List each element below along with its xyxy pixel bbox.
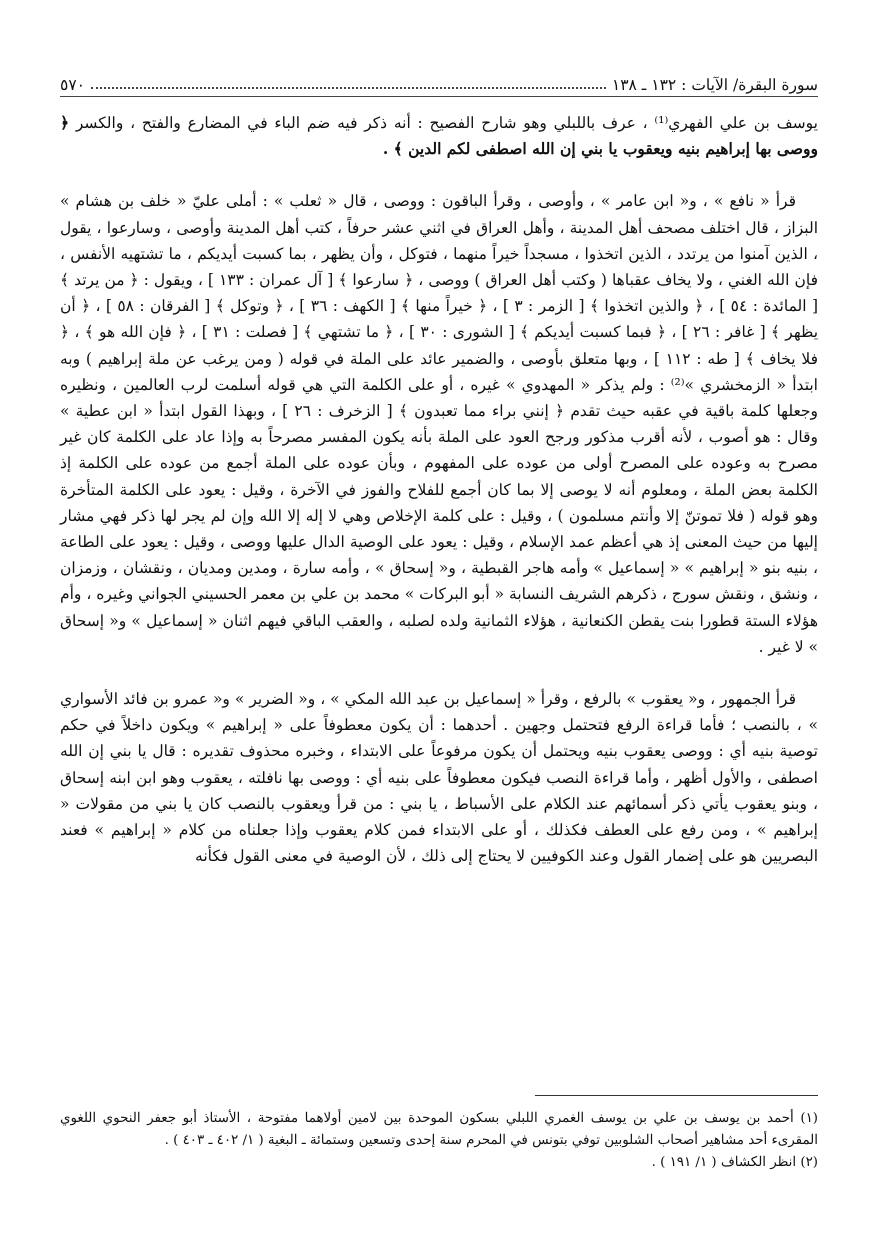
- running-title: سورة البقرة/ الآيات : ١٣٢ ـ ١٣٨: [611, 76, 818, 94]
- footnote-1: (١) أحمد بن يوسف بن علي بن يوسف الغمري اللبلي بسكون الموحدة بين لامين أولاهما مفتوحة ، الأستاذ أبو جعفر النحوي اللغوي المقرىء أحد مشاهير أصحاب الشلوبين توفي بتونس في المحرم سنة إحدى وتسعين وستمائة ـ البغية ( ١/ ٤٠٢ ـ ٤٠٣ ) .: [60, 1111, 818, 1148]
- page-header: [60, 68, 818, 97]
- commentary-paragraph-2: قرأ الجمهور ، و« يعقوب » بالرفع ، وقرأ « إسماعيل بن عبد الله المكي » ، و« الضرير » و« عمرو بن فائد الأسواري » ، بالنصب ؛ فأما قراءة الرفع فتحتمل وجهين . أحدهما : أن يكون معطوفاً على « إبراهيم » ويكون داخلاً في حكم توصية بنيه أي : ووصى يعقوب بنيه ويحتمل أن يكون مرفوعاً على الابتداء ، وخبره محذوف تقديره : قال يا بني إن الله اصطفى ، والأول أظهر ، وأما قراءة النصب فيكون معطوفاً على بنيه أي : ووصى بها نافلته ، يعقوب وهو ابن ابنه إسحاق ، وبنو يعقوب يأتي ذكر أسمائهم عند الكلام على الأسباط ، يا بني : من قرأ ويعقوب بالنصب كان يا بني من مقولات « إبراهيم » ، ومن رفع على العطف فكذلك ، أو على الابتداء فمن كلام يعقوب وإذا جعلناه من كلام « إبراهيم » فعند البصريين هو على إضمار القول وعند الكوفيين لا يحتاج إلى ذلك ، لأن الوصية في معنى القول فكأنه: [60, 690, 818, 866]
- intro-paragraph: [60, 110, 818, 162]
- page-number: ٥٧٠: [60, 76, 85, 94]
- footnote-separator: [535, 1095, 818, 1096]
- footnote-2: (٢) انظر الكشاف ( ١/ ١٩١ ) .: [651, 1155, 818, 1170]
- header-dot-leader: [91, 87, 606, 89]
- main-text: [60, 110, 818, 869]
- footnotes: [60, 1108, 818, 1174]
- commentary-paragraph-1: قرأ « نافع » ، و« ابن عامر » ، وأوصى ، وقرأ الباقون : ووصى ، قال « ثعلب » : أملى عليّ « خلف بن هشام » البزاز ، قال اختلف مصحف أهل المدينة ، وأهل العراق في اثني عشر حرفاً ، كتب أهل المدينة وأوصى ، وسارعوا ، يقول ، الذين آمنوا من يرتدد ، الذين اتخذوا ، مسجداً خيراً منهما ، فتوكل ، وأن يظهر ، بما كسبت أيديكم ، ما تشتهيه الأنفس ، فإن الله الغني ، ولا يخاف عقباها ( وكتب أهل العراق ) ووصى ، ﴿ سارعوا ﴾ [ آل عمران : ١٣٣ ] ، ويقول : ﴿ من يرتد ﴾ [ المائدة : ٥٤ ] ، ﴿ والذين اتخذوا ﴾ [ الزمر : ٣ ] ، ﴿ خيراً منها ﴾ [ الكهف : ٣٦ ] ، ﴿ وتوكل ﴾ [ الفرقان : ٥٨ ] ، ﴿ أن يظهر ﴾ [ غافر : ٢٦ ] ، ﴿ فبما كسبت أيديكم ﴾ [ الشورى : ٣٠ ] ، ﴿ ما تشتهي ﴾ [ فصلت : ٣١ ] ، ﴿ فإن الله هو ﴾ ، ﴿ فلا يخاف ﴾ [ طه : ١١٢ ] ، وبها متعلق بأوصى ، والضمير عائد على الملة في قوله ( ومن يرغب عن ملة إبراهيم ) وبه ابتدأ « الزمخشري »⁽²⁾ : ولم يذكر « المهدوي » غيره ، أو على الكلمة التي هي قوله أسلمت لرب العالمين ، ونظيره وجعلها كلمة باقية في عقبه حيث تقدم ﴿ إنني براء مما تعبدون ﴾ [ الزخرف : ٢٦ ] ، وبهذا القول ابتدأ « ابن عطية » وقال : هو أصوب ، لأنه أقرب مذكور ورجح العود على الملة بأنه يكون المفسر مصرحاً به وإذا عاد على الكلمة كان غير مصرح به وعوده على المصرح أولى من عوده على المفهوم ، وبأن عوده على الملة أجمع من عوده على الكلمة إذ الكلمة بعض الملة ، ومعلوم أنه لا يوصى إلا بما كان أجمع للفلاح والفوز في الآخرة ، وقيل : يعود على الكلمة المتأخرة وهو قوله ( فلا تموتنّ إلا وأنتم مسلمون ) ، وقيل : على كلمة الإخلاص وهي لا إله إلا الله وإن لم يجر لها ذكر فهي مشار إليها من حيث المعنى إذ هي أعظم عمد الإسلام ، وقيل : يعود على الوصية الدال عليها ووصى ، وقيل : يعود على الطاعة ، بنيه بنو « إبراهيم » « إسماعيل » وأمه هاجر القبطية ، و« إسحاق » ، وأمه سارة ، ومدين ومديان ، ونقشان ، وزمزان ، ونشق ، ونقش سورج ، ذكرهم الشريف النسابة « أبو البركات » محمد بن علي بن معمر الحسيني الجواني وغيره ، وأم هؤلاء الستة قطورا بنت يقطن الكنعانية ، هؤلاء الثمانية ولده لصلبه ، والعقب الباقي فيهم اثنان « إسماعيل » و« إسحاق » لا غير .: [60, 192, 819, 656]
- intro-text: يوسف بن علي الفهري⁽¹⁾ ، عرف باللبلي وهو شارح الفصيح : أنه ذكر فيه ضم الباء في المضارع والفتح ، والكسر: [75, 114, 818, 132]
- quran-verse: ﴿ ووصى بها إبراهيم بنيه ويعقوب يا بني إن الله اصطفى لكم الدين ﴾ .: [60, 113, 818, 159]
